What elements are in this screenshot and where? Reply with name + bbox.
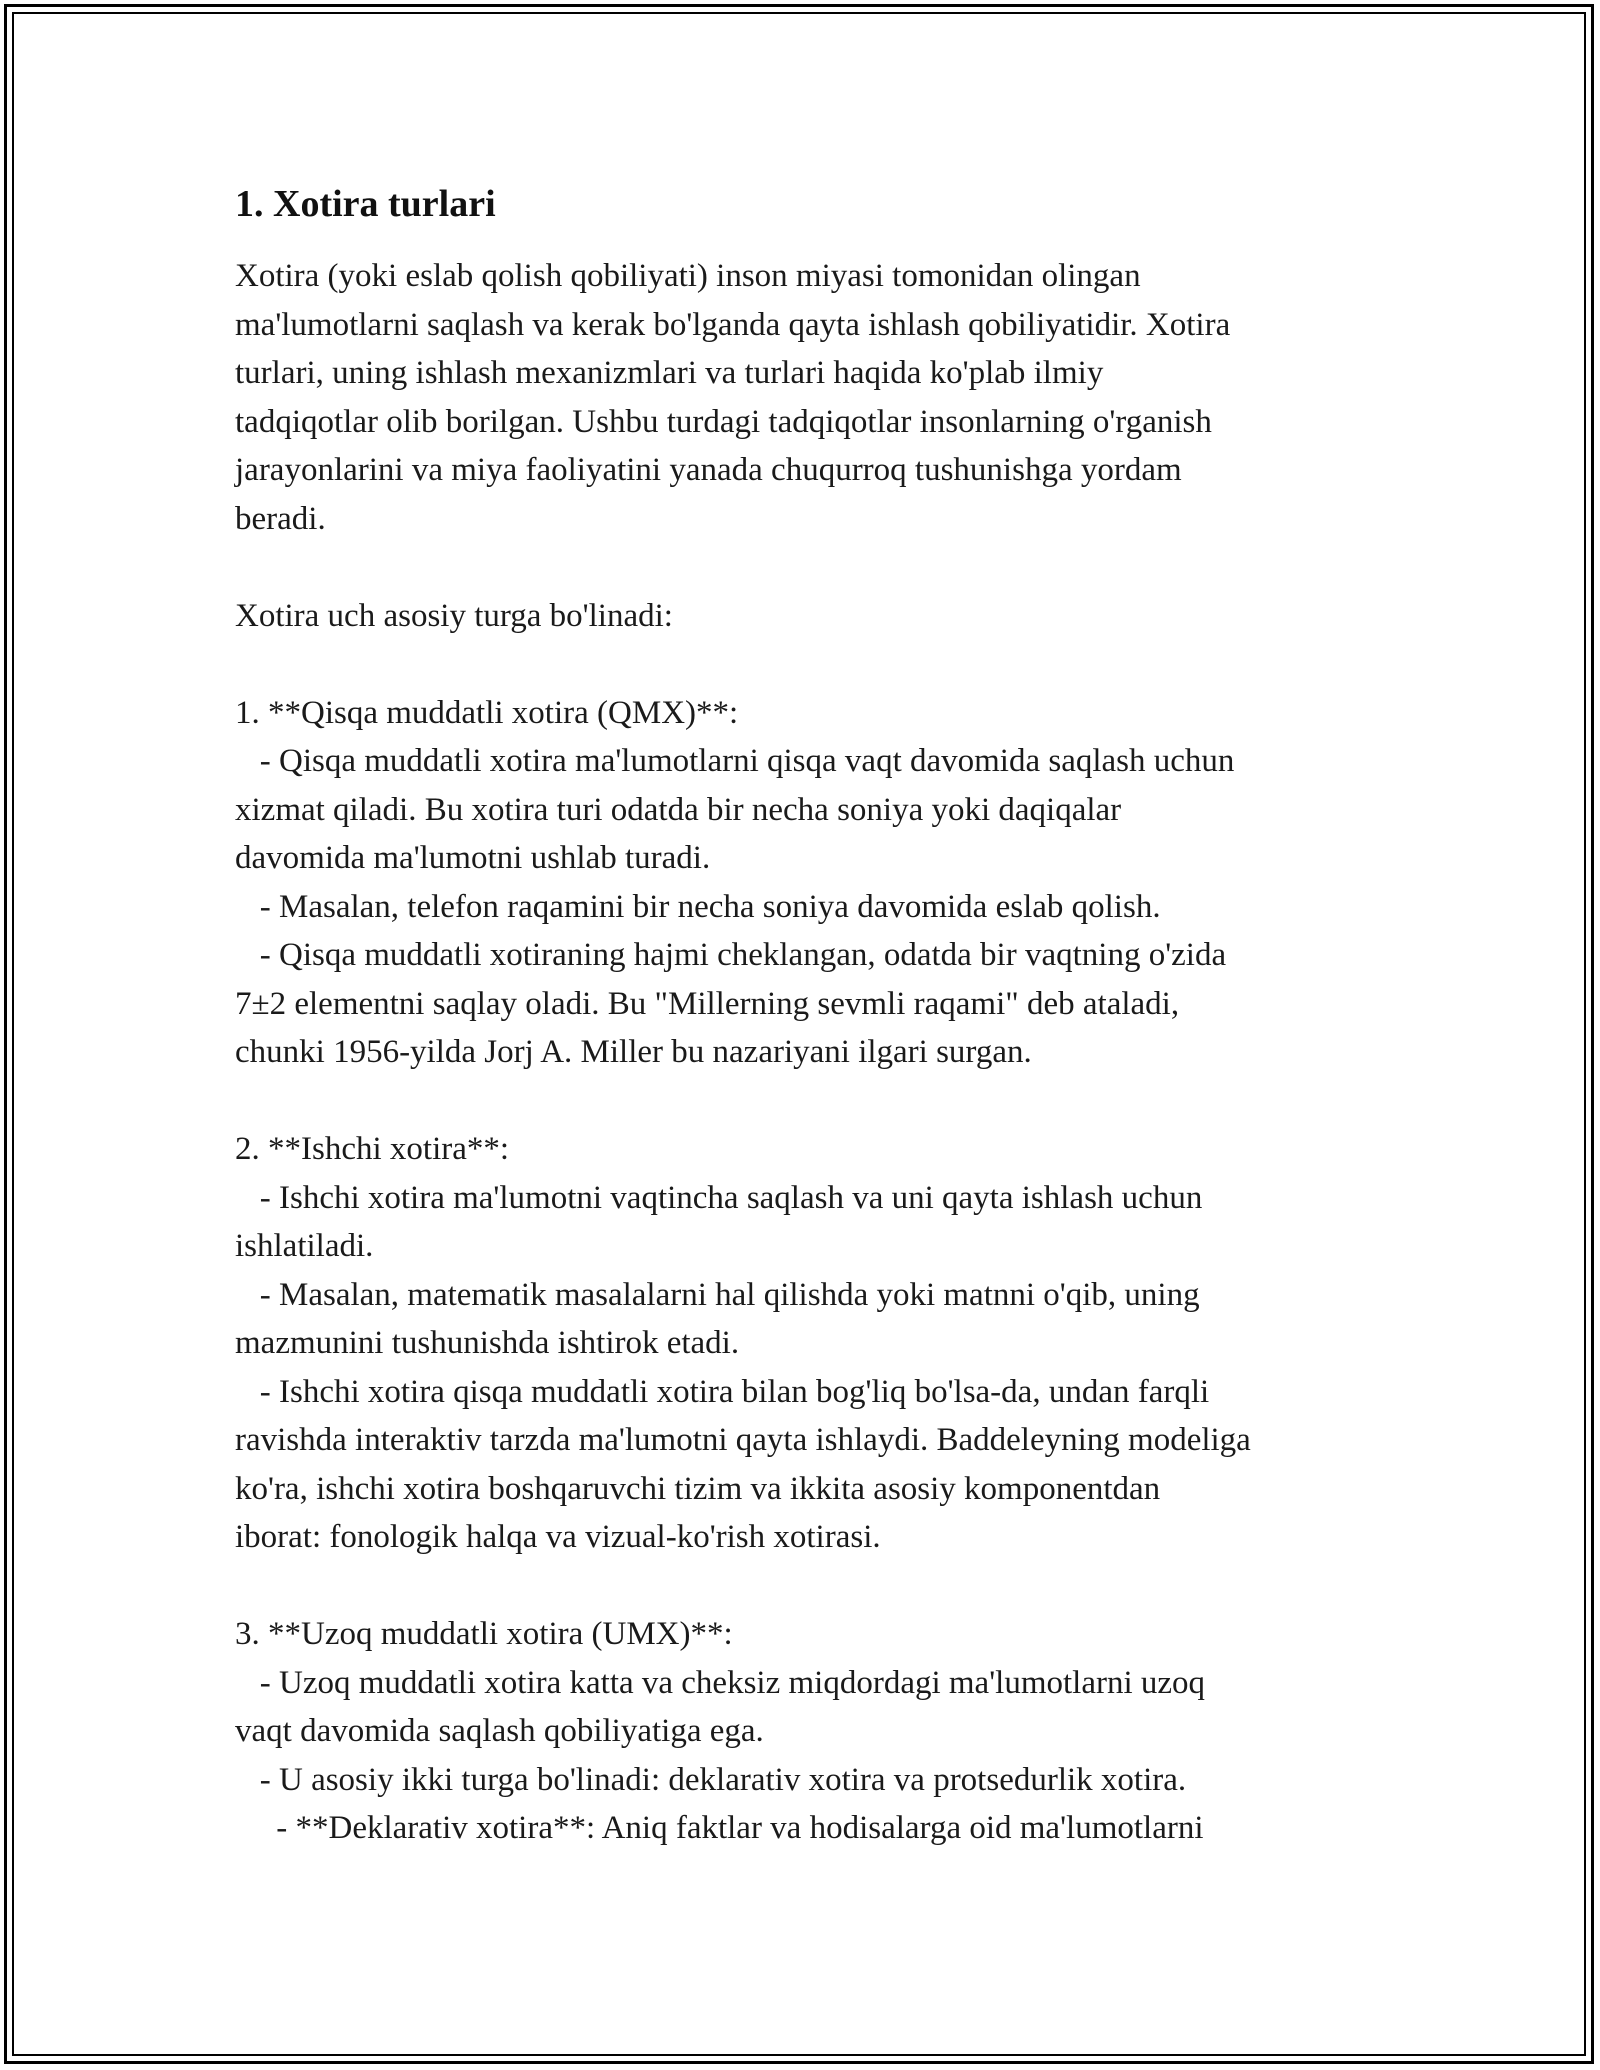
blank-line bbox=[235, 1077, 1395, 1126]
text-line: - **Deklarativ xotira**: Aniq faktlar va hodisalarga oid ma'lumotlarni bbox=[235, 1810, 1204, 1846]
blank-line bbox=[235, 1562, 1395, 1611]
text-line: ishlatiladi. bbox=[235, 1228, 374, 1264]
text-line: - Masalan, telefon raqamini bir necha soniya davomida eslab qolish. bbox=[235, 888, 1161, 925]
document-page bbox=[235, 182, 1395, 1853]
text-line: turlari, uning ishlash mexanizmlari va turlari haqida ko'plab ilmiy bbox=[235, 355, 1104, 391]
text-line: Xotira (yoki eslab qolish qobiliyati) inson miyasi tomonidan olingan bbox=[235, 258, 1141, 294]
text-line: jarayonlarini va miya faoliyatini yanada chuqurroq tushunishga yordam bbox=[235, 452, 1182, 488]
text-line: ma'lumotlarni saqlash va kerak bo'lganda qayta ishlash qobiliyatidir. Xotira bbox=[235, 306, 1231, 343]
blank-line bbox=[235, 543, 1395, 592]
document-title: 1. Xotira turlari bbox=[235, 183, 496, 225]
text-line: vaqt davomida saqlash qobiliyatiga ega. bbox=[235, 1713, 764, 1749]
text-line: xizmat qiladi. Bu xotira turi odatda bir necha soniya yoki daqiqalar bbox=[235, 791, 1122, 828]
text-line: 1. **Qisqa muddatli xotira (QMX)**: bbox=[235, 694, 739, 731]
text-line: - Ishchi xotira ma'lumotni vaqtincha saqlash va uni qayta ishlash uchun bbox=[235, 1179, 1203, 1216]
text-line: - Qisqa muddatli xotira ma'lumotlarni qisqa vaqt davomida saqlash uchun bbox=[235, 743, 1235, 779]
text-line: 2. **Ishchi xotira**: bbox=[235, 1131, 510, 1167]
text-line: tadqiqotlar olib borilgan. Ushbu turdagi tadqiqotlar insonlarning o'rganish bbox=[235, 403, 1212, 440]
text-line: - U asosiy ikki turga bo'linadi: deklarativ xotira va protsedurlik xotira. bbox=[235, 1761, 1187, 1798]
text-line: 3. **Uzoq muddatli xotira (UMX)**: bbox=[235, 1616, 733, 1652]
text-line: - Uzoq muddatli xotira katta va cheksiz miqdordagi ma'lumotlarni uzoq bbox=[235, 1664, 1206, 1701]
text-line: ko'ra, ishchi xotira boshqaruvchi tizim va ikkita asosiy komponentdan bbox=[235, 1470, 1161, 1507]
text-line: mazmunini tushunishda ishtirok etadi. bbox=[235, 1325, 740, 1361]
text-line: 7±2 elementni saqlay oladi. Bu "Millerning sevmli raqami" deb ataladi, bbox=[235, 985, 1180, 1022]
text-line: chunki 1956-yilda Jorj A. Miller bu nazariyani ilgari surgan. bbox=[235, 1034, 1032, 1070]
text-line: - Masalan, matematik masalalarni hal qilishda yoki matnni o'qib, uning bbox=[235, 1276, 1200, 1313]
text-line: Xotira uch asosiy turga bo'linadi: bbox=[235, 597, 673, 634]
document-body bbox=[235, 252, 1395, 1853]
text-line: - Ishchi xotira qisqa muddatli xotira bilan bog'liq bo'lsa-da, undan farqli bbox=[235, 1373, 1210, 1410]
text-line: ravishda interaktiv tarzda ma'lumotni qayta ishlaydi. Baddeleyning modeliga bbox=[235, 1422, 1251, 1458]
text-line: davomida ma'lumotni ushlab turadi. bbox=[235, 840, 711, 876]
text-line: - Qisqa muddatli xotiraning hajmi cheklangan, odatda bir vaqtning o'zida bbox=[235, 937, 1227, 973]
text-line: iborat: fonologik halqa va vizual-ko'rish xotirasi. bbox=[235, 1519, 881, 1555]
blank-line bbox=[235, 640, 1395, 689]
text-line: beradi. bbox=[235, 500, 326, 537]
